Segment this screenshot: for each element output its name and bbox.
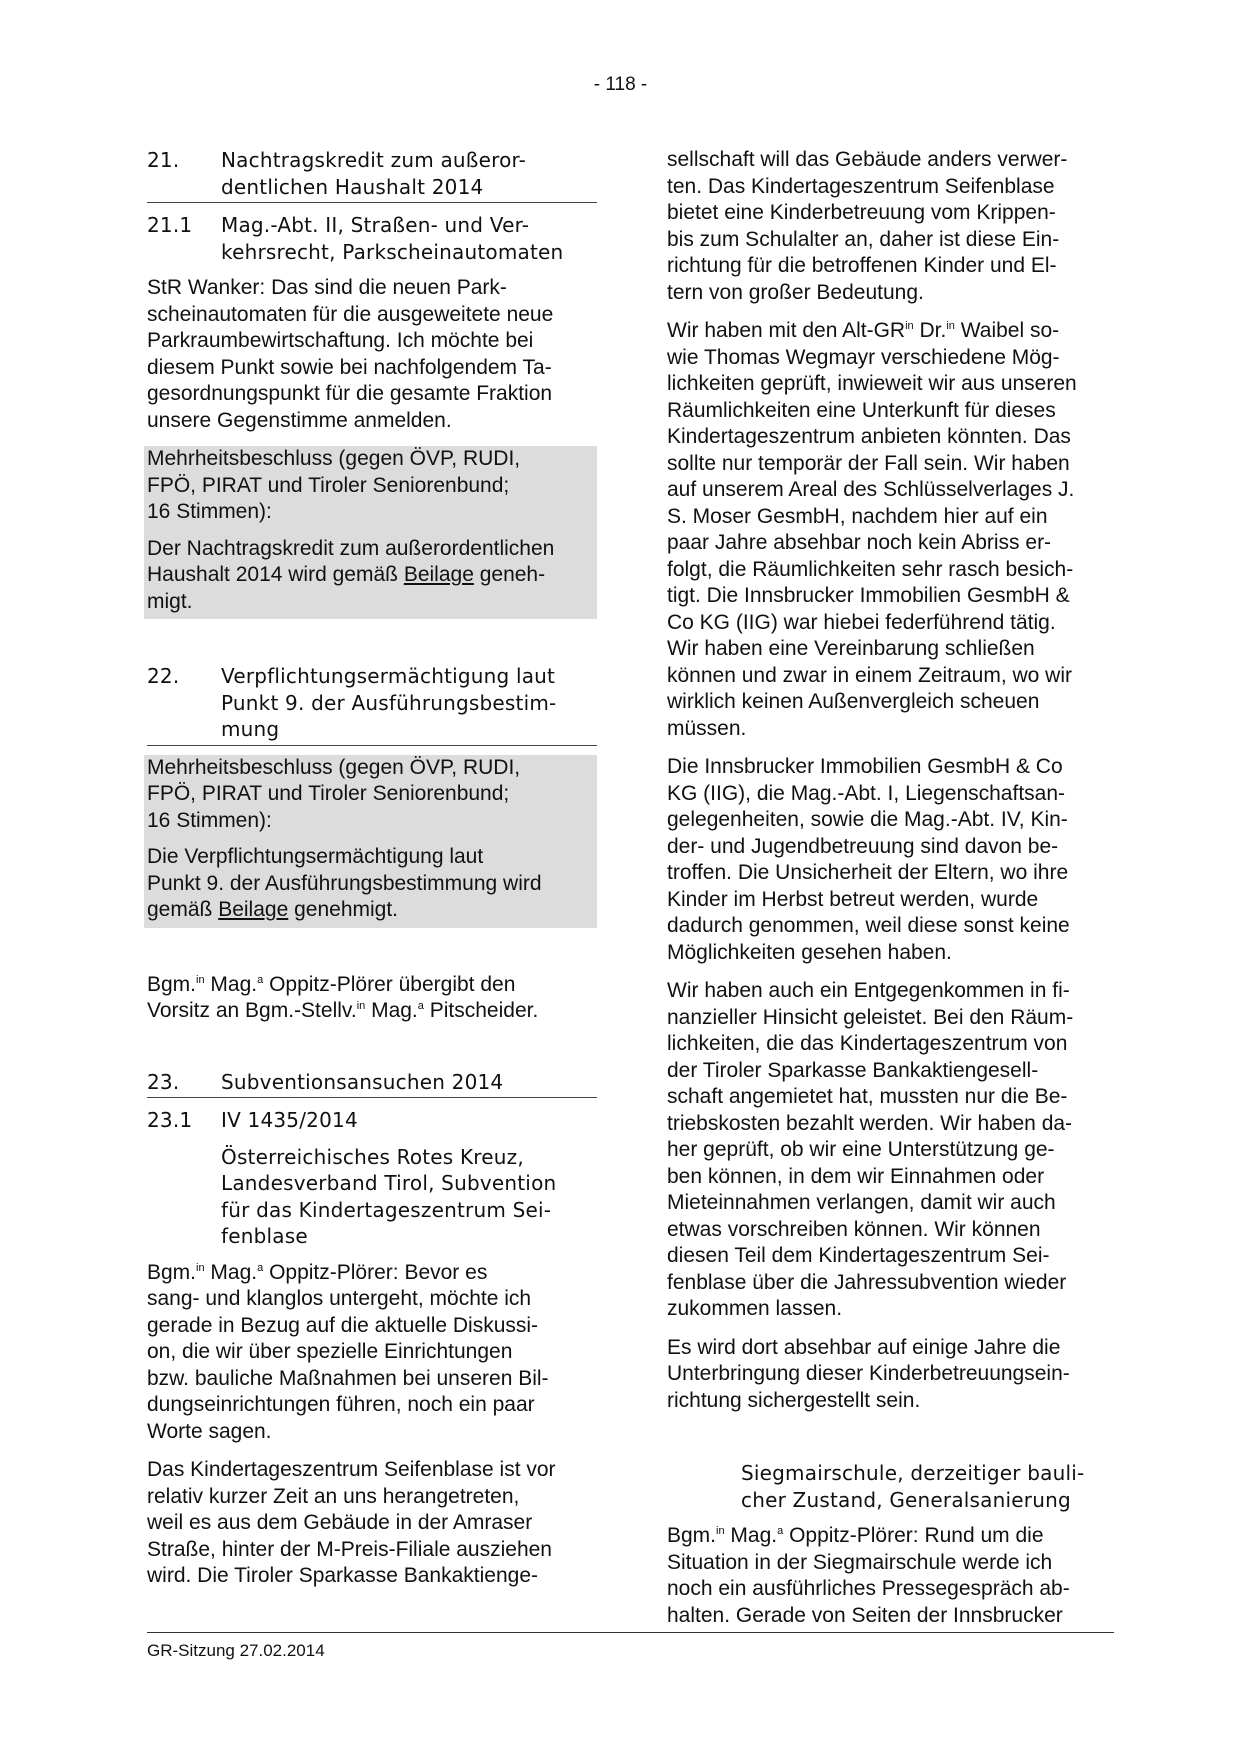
- superscript: in: [716, 1525, 725, 1537]
- title-line: Punkt 9. der Ausführungsbestim-: [221, 690, 557, 715]
- text-fragment: Mag.: [724, 1524, 778, 1547]
- agenda-item-23-heading: [147, 1069, 597, 1099]
- text-fragment: Oppitz-Plörer: Rund um die: [783, 1524, 1044, 1547]
- text-line: sellschaft will das Gebäude anders verwer-: [667, 148, 1068, 171]
- left-column: [147, 147, 597, 1602]
- agenda-item-number: 22.: [147, 664, 180, 688]
- text-line: diesem Punkt sowie bei nachfolgendem Ta-: [147, 355, 552, 379]
- siegmairschule-subheading: [741, 1460, 1117, 1513]
- text-line: gelegenheiten, sowie die Mag.-Abt. IV, Kin-: [667, 808, 1068, 831]
- text-line: gesordnungspunkt für die gesamte Fraktion: [147, 382, 553, 405]
- title-line: fenblase: [221, 1224, 308, 1248]
- subsidy-subject: [221, 1144, 597, 1250]
- text-fragment: Bgm.: [147, 972, 197, 996]
- paragraph-iig: [667, 754, 1117, 966]
- text-fragment: Waibel so-: [954, 319, 1060, 342]
- text-line: scheinautomaten für die ausgeweitete neue: [147, 302, 554, 326]
- text-line: 16 Stimmen):: [147, 500, 272, 523]
- text-line: nanzieller Hinsicht geleistet. Bei den Räum-: [667, 1005, 1074, 1029]
- vote-result: [147, 446, 594, 526]
- text-line: Das Kindertageszentrum Seifenblase ist vor: [147, 1458, 556, 1481]
- text-line: relativ kurzer Zeit an uns herangetreten,: [147, 1484, 520, 1508]
- text-line: noch ein ausführliches Pressegespräch ab-: [667, 1577, 1070, 1600]
- paragraph-siegmairschule: [667, 1523, 1117, 1629]
- text-line: bietet eine Kinderbetreuung vom Krippen-: [667, 201, 1056, 224]
- text-line: Worte sagen.: [147, 1419, 272, 1443]
- footer-divider: [147, 1632, 1114, 1633]
- text-line: richtung sichergestellt sein.: [667, 1388, 921, 1412]
- text-fragment: geneh-: [473, 563, 546, 586]
- resolution-box-22: [144, 755, 597, 928]
- text-line: StR Wanker: Das sind die neuen Park-: [147, 276, 507, 299]
- text-line: S. Moser GesmbH, nachdem hier auf ein: [667, 504, 1048, 528]
- text-fragment: Bgm.: [147, 1260, 197, 1284]
- text-line: Mehrheitsbeschluss (gegen ÖVP, RUDI,: [147, 447, 521, 470]
- text-line: tigt. Die Innsbrucker Immobilien GesmbH &: [667, 584, 1070, 607]
- paragraph-alt-gr-waibel: [667, 318, 1117, 742]
- text-fragment: Haushalt 2014 wird gemäß: [147, 563, 404, 586]
- superscript: a: [417, 1000, 424, 1012]
- text-fragment: Pitscheider.: [423, 999, 539, 1022]
- text-line: on, die wir über spezielle Einrichtungen: [147, 1340, 513, 1363]
- agenda-item-number: 21.1: [147, 213, 193, 237]
- text-line: richtung für die betroffenen Kinder und El-: [667, 254, 1057, 277]
- text-line: auf unserem Areal des Schlüsselverlages J.: [667, 478, 1075, 501]
- text-fragment: Wir haben mit den Alt-GR: [667, 319, 906, 342]
- text-line: folgt, die Räumlichkeiten sehr rasch besich-: [667, 557, 1074, 581]
- paragraph-continuation: [667, 147, 1117, 306]
- text-line: halten. Gerade von Seiten der Innsbrucker: [667, 1603, 1063, 1627]
- agenda-item-title: [221, 147, 597, 200]
- text-line: tern von großer Bedeutung.: [667, 280, 924, 304]
- text-line: Straße, hinter der M-Preis-Filiale ausziehen: [147, 1537, 552, 1561]
- text-line: her geprüft, ob wir eine Unterstützung ge-: [667, 1138, 1055, 1161]
- text-line: ben können, in dem wir Einnahmen oder: [667, 1164, 1045, 1188]
- text-line: migt.: [147, 589, 193, 613]
- text-line: Es wird dort absehbar auf einige Jahre die: [667, 1335, 1061, 1359]
- text-line: Die Verpflichtungsermächtigung laut: [147, 845, 484, 868]
- agenda-item-number: 23.: [147, 1069, 180, 1094]
- agenda-item-number: 21.: [147, 148, 180, 172]
- text-line: lichkeiten, die das Kindertageszentrum von: [667, 1032, 1068, 1055]
- text-fragment: Mag.: [204, 972, 258, 996]
- text-line: wie Thomas Wegmayr verschiedene Mög-: [667, 345, 1060, 369]
- text-fragment: Dr.: [913, 319, 947, 342]
- title-line: Österreichisches Rotes Kreuz,: [221, 1144, 524, 1169]
- text-line: Die Innsbrucker Immobilien GesmbH & Co: [667, 755, 1063, 778]
- superscript: in: [356, 1000, 366, 1012]
- agenda-item-23-1-heading: [147, 1107, 597, 1134]
- resolution-text: [147, 536, 594, 618]
- text-line: lichkeiten geprüft, inwieweit wir aus unseren: [667, 372, 1077, 395]
- spacer: [147, 619, 597, 663]
- text-line: Parkraumbewirtschaftung. Ich möchte bei: [147, 329, 534, 352]
- resolution-text: [147, 844, 594, 926]
- text-line: Kindertageszentrum anbieten könnten. Das: [667, 425, 1071, 448]
- text-fragment: Mag.: [365, 999, 418, 1022]
- text-line: diesen Teil dem Kindertageszentrum Sei-: [667, 1244, 1050, 1267]
- text-line: sollte nur temporär der Fall sein. Wir haben: [667, 451, 1070, 475]
- page-number: - 118 -: [593, 74, 648, 95]
- text-line: 16 Stimmen):: [147, 808, 272, 832]
- title-line: für das Kindertageszentrum Sei-: [221, 1197, 552, 1222]
- superscript: in: [196, 1261, 205, 1274]
- text-line: schaft angemietet hat, mussten nur die Be-: [667, 1085, 1068, 1108]
- text-line: Punkt 9. der Ausführungsbestimmung wird: [147, 871, 542, 895]
- superscript: in: [946, 320, 955, 332]
- text-fragment: Vorsitz an Bgm.-Stellv.: [147, 999, 357, 1022]
- beilage-link[interactable]: Beilage: [218, 898, 289, 921]
- text-line: Co KG (IIG) war hiebei federführend tätig.: [667, 610, 1056, 634]
- footer-session-date: GR-Sitzung 27.02.2014: [147, 1641, 325, 1660]
- superscript: in: [196, 973, 205, 986]
- text-line: wirklich keinen Außenvergleich scheuen: [667, 690, 1040, 713]
- text-line: zukommen lassen.: [667, 1297, 843, 1320]
- title-line: Siegmairschule, derzeitiger bauli-: [741, 1461, 1085, 1485]
- chair-handover-note: [147, 972, 597, 1025]
- text-line: fenblase über die Jahressubvention wieder: [667, 1270, 1067, 1294]
- right-column: [667, 147, 1117, 1641]
- spacer: [667, 1426, 1117, 1460]
- superscript: a: [257, 1261, 264, 1274]
- text-line: sang- und klanglos untergeht, möchte ich: [147, 1287, 532, 1310]
- text-line: Räumlichkeiten eine Unterkunft für dieses: [667, 398, 1056, 422]
- title-line: cher Zustand, Generalsanierung: [741, 1487, 1071, 1512]
- text-line: Wir haben eine Vereinbarung schließen: [667, 637, 1035, 660]
- text-line: FPÖ, PIRAT und Tiroler Seniorenbund;: [147, 782, 510, 805]
- text-line: bis zum Schulalter an, daher ist diese Ein-: [667, 227, 1060, 251]
- text-line: der Tiroler Sparkasse Bankaktiengesell-: [667, 1058, 1039, 1082]
- text-line: bzw. bauliche Maßnahmen bei unseren Bil-: [147, 1366, 549, 1390]
- title-line: Landesverband Tirol, Subvention: [221, 1171, 557, 1195]
- paragraph-seifenblase: [147, 1457, 597, 1590]
- text-line: Mehrheitsbeschluss (gegen ÖVP, RUDI,: [147, 755, 521, 779]
- text-line: KG (IIG), die Mag.-Abt. I, Liegenschaftsan-: [667, 781, 1066, 805]
- text-line: Kinder im Herbst betreut werden, wurde: [667, 887, 1039, 911]
- agenda-item-21-heading: [147, 147, 597, 203]
- text-line: FPÖ, PIRAT und Tiroler Seniorenbund;: [147, 473, 510, 497]
- text-fragment: Oppitz-Plörer übergibt den: [263, 972, 516, 996]
- spacer: [147, 1037, 597, 1069]
- text-line: ten. Das Kindertageszentrum Seifenblase: [667, 174, 1055, 198]
- text-fragment: gemäß: [147, 898, 219, 921]
- beilage-link[interactable]: Beilage: [403, 563, 474, 586]
- text-line: dungseinrichtungen führen, noch ein paar: [147, 1393, 535, 1416]
- text-line: triebskosten bezahlt werden. Wir haben da-: [667, 1111, 1073, 1135]
- text-line: Möglichkeiten gesehen haben.: [667, 940, 952, 964]
- text-line: unsere Gegenstimme anmelden.: [147, 408, 452, 432]
- text-line: dadurch genommen, weil diese sonst keine: [667, 914, 1070, 937]
- superscript: a: [777, 1525, 784, 1537]
- text-line: Mieteinnahmen verlangen, damit wir auch: [667, 1191, 1056, 1214]
- spacer: [147, 928, 597, 972]
- text-fragment: Bgm.: [667, 1524, 717, 1547]
- title-line: dentlichen Haushalt 2014: [221, 174, 484, 199]
- text-line: etwas vorschreiben können. Wir können: [667, 1217, 1041, 1241]
- text-line: paar Jahre absehbar noch kein Abriss er-: [667, 531, 1052, 554]
- paragraph-financial: [667, 978, 1117, 1323]
- text-fragment: genehmigt.: [288, 898, 399, 921]
- agenda-item-title: Subventionsansuchen 2014: [221, 1069, 504, 1094]
- paragraph-str-wanker: [147, 275, 597, 434]
- title-line: Nachtragskredit zum außeror-: [221, 148, 527, 172]
- text-fragment: Mag.: [204, 1260, 258, 1284]
- agenda-item-title: [221, 663, 597, 743]
- superscript: in: [905, 320, 914, 332]
- superscript: a: [257, 973, 264, 986]
- title-line: mung: [221, 717, 280, 741]
- text-line: Der Nachtragskredit zum außerordentlichen: [147, 536, 555, 560]
- title-line: Mag.-Abt. II, Straßen- und Ver-: [221, 213, 530, 237]
- text-line: wird. Die Tiroler Sparkasse Bankaktienge-: [147, 1564, 539, 1587]
- paragraph-outlook: [667, 1335, 1117, 1415]
- paragraph-oppitz-ploerer-intro: [147, 1260, 597, 1446]
- agenda-item-21-1-heading: [147, 212, 597, 265]
- text-line: Wir haben auch ein Entgegenkommen in fi-: [667, 979, 1070, 1002]
- agenda-item-22-heading: [147, 663, 597, 746]
- agenda-item-title: IV 1435/2014: [221, 1108, 358, 1132]
- agenda-item-title: [221, 212, 597, 265]
- text-line: der- und Jugendbetreuung sind davon be-: [667, 834, 1059, 858]
- agenda-item-number: 23.1: [147, 1108, 193, 1132]
- text-line: troffen. Die Unsicherheit der Eltern, wo ihre: [667, 861, 1069, 884]
- resolution-box-21: [144, 446, 597, 619]
- text-fragment: Oppitz-Plörer: Bevor es: [263, 1260, 488, 1284]
- text-line: müssen.: [667, 716, 747, 740]
- vote-result: [147, 755, 594, 835]
- text-line: Situation in der Siegmairschule werde ich: [667, 1550, 1053, 1574]
- text-line: können und zwar in einem Zeitraum, wo wir: [667, 663, 1073, 687]
- title-line: kehrsrecht, Parkscheinautomaten: [221, 239, 564, 264]
- text-line: Unterbringung dieser Kinderbetreuungsein-: [667, 1362, 1070, 1385]
- text-line: weil es aus dem Gebäude in der Amraser: [147, 1511, 533, 1534]
- title-line: Verpflichtungsermächtigung laut: [221, 664, 556, 688]
- text-line: gerade in Bezug auf die aktuelle Diskussi-: [147, 1313, 539, 1337]
